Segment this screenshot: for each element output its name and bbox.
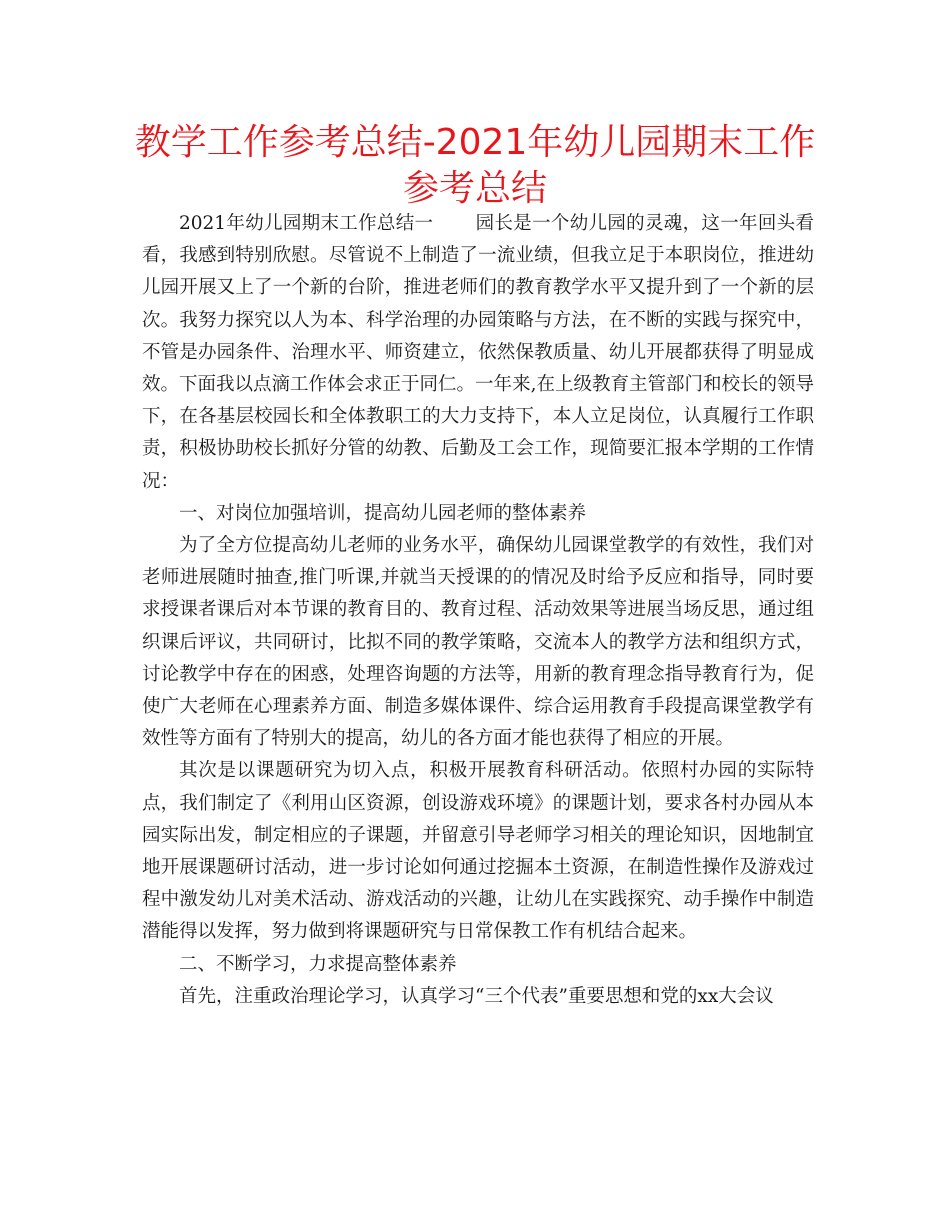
paragraph-training: 为了全方位提高幼儿老师的业务水平，确保幼儿园课堂教学的有效性，我们对老师进展随时抽查,推门听课,并就当天授课的的情况及时给予反应和指导，同时要求授课者课后对本节课的教育目的、教育过程、活动效果等进展当场反思，通过组织课后评议，共同研讨，比拟不同的教学策略，交流本人的教学方法和组织方式，讨论教学中存在的困惑，处理咨询题的方法等，用新的教育理念指导教育行为，促使广大老师在心理素养方面、制造多媒体课件、综合运用教育手段提高课堂教学有效性等方面有了特别大的提高，幼儿的各方面才能也获得了相应的开展。: [142, 535, 814, 750]
document-body: [142, 208, 814, 1013]
section-heading-2: 二、不断学习，力求提高整体素养: [179, 953, 457, 975]
paragraph-lead: 2021年幼儿园期末工作总结一: [179, 213, 434, 234]
paragraph-text: 园长是一个幼儿园的灵魂，这一年回头看看，我感到特别欣慰。尽管说不上制造了一流业绩，但我立足于本职岗位，推进幼儿园开展又上了一个新的台阶，推进老师们的教育教学水平又提升到了一个新的层次。我努力探究以人为本、科学治理的办园策略与方法，在不断的实践与探究中，不管是办园条件、治理水平、师资建立，依然保教质量、幼儿开展都获得了明显成效。下面我以点滴工作体会求正于同仁。一年来,在上级教育主管部门和校长的领导下，在各基层校园长和全体教职工的大力支持下，本人立足岗位，认真履行工作职责，积极协助校长抓好分管的幼教、后勤及工会工作，现简要汇报本学期的工作情况：: [142, 213, 814, 492]
paragraph-research: 其次是以课题研究为切入点，积极开展教育科研活动。依照村办园的实际特点，我们制定了《利用山区资源，创设游戏环境》的课题计划，要求各村办园从本园实际出发，制定相应的子课题，并留意引导老师学习相关的理论知识，因地制宜地开展课题研讨活动，进一步讨论如何通过挖掘本土资源，在制造性操作及游戏过程中激发幼儿对美术活动、游戏活动的兴趣，让幼儿在实践探究、动手操作中制造潜能得以发挥，努力做到将课题研究与日常保教工作有机结合起来。: [142, 760, 814, 943]
paragraph-study: 首先，注重政治理论学习，认真学习“三个代表”重要思想和党的xx大会议: [179, 985, 774, 1007]
paragraph-intro: [142, 208, 814, 498]
document-title: 教学工作参考总结-2021年幼儿园期末工作参考总结: [134, 122, 816, 209]
section-heading-1: 一、对岗位加强培训，提高幼儿园老师的整体素养: [179, 502, 587, 524]
